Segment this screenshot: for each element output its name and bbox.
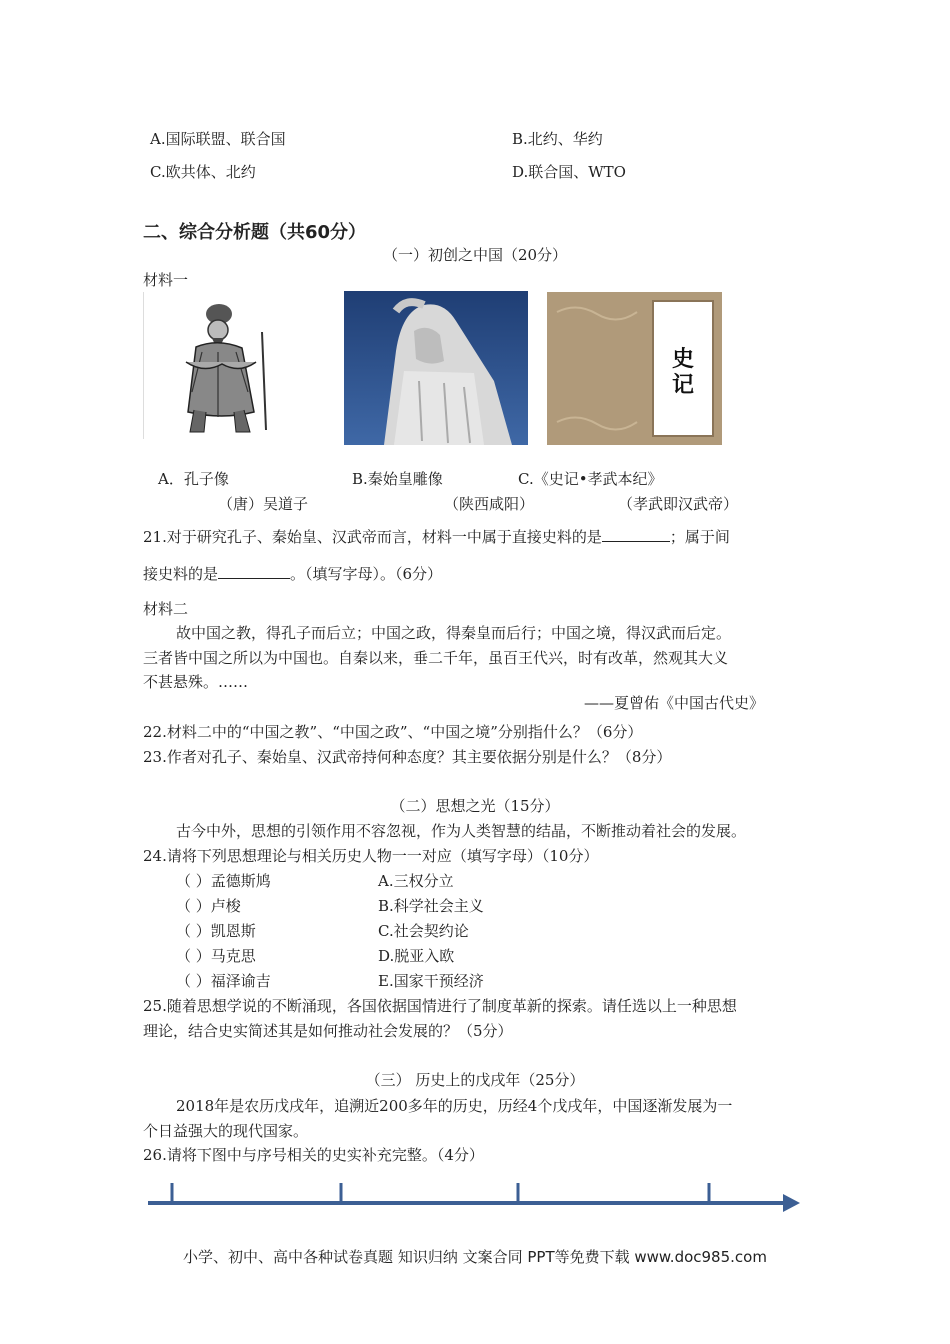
match-person[interactable]: （ ）凯恩斯 <box>176 922 256 940</box>
confucius-portrait-image <box>143 292 316 439</box>
book-title: 史记 <box>671 346 694 398</box>
option-a: A.国际联盟、联合国 <box>150 130 286 148</box>
material2-line: 故中国之教，得孔子而后立；中国之政，得秦皇而后行；中国之境，得汉武而后定。 <box>176 624 732 642</box>
part3-intro-line: 2018年是农历戊戌年，追溯近200多年的历史，历经4个戊戌年，中国逐渐发展为一 <box>176 1097 733 1115</box>
part3-heading: （三） 历史上的戊戌年（25分） <box>365 1071 585 1089</box>
question-25-line: 理论，结合史实简述其是如何推动社会发展的？（5分） <box>143 1022 513 1040</box>
part2-intro: 古今中外，思想的引领作用不容忽视，作为人类智慧的结晶，不断推动着社会的发展。 <box>176 822 747 840</box>
question-25-line: 25.随着思想学说的不断涌现，各国依据国情进行了制度革新的探索。请任选以上一种思想 <box>143 997 737 1015</box>
question-24: 24.请将下列思想理论与相关历史人物一一对应（填写字母）（10分） <box>143 847 599 865</box>
part2-heading: （二）思想之光（15分） <box>390 797 560 815</box>
question-21-line2: 接史料的是 。（填写字母）。（6分） <box>143 565 443 583</box>
material1-label: 材料一 <box>143 271 189 289</box>
caption-a: A．孔子像 <box>158 470 229 488</box>
match-theory: B.科学社会主义 <box>378 897 484 915</box>
question-21-line1: 21.对于研究孔子、秦始皇、汉武帝而言，材料一中属于直接史料的是 ；属于间 <box>143 528 730 546</box>
option-b: B.北约、华约 <box>512 130 603 148</box>
match-theory: C.社会契约论 <box>378 922 469 940</box>
answer-blank-direct[interactable] <box>602 527 670 542</box>
material2-label: 材料二 <box>143 600 189 618</box>
question-22: 22.材料二中的“中国之教”、“中国之政”、“中国之境”分别指什么？（6分） <box>143 723 643 741</box>
timeline-diagram <box>140 1175 805 1220</box>
option-c: C.欧共体、北约 <box>150 163 256 181</box>
caption-c-sub: （孝武即汉武帝） <box>618 495 739 513</box>
option-d: D.联合国、WTO <box>512 163 626 181</box>
match-theory: E.国家干预经济 <box>378 972 484 990</box>
match-theory: D.脱亚入欧 <box>378 947 455 965</box>
caption-a-sub: （唐）吴道子 <box>218 495 309 513</box>
qin-shi-huang-statue-image <box>344 291 528 445</box>
caption-b: B.秦始皇雕像 <box>352 470 443 488</box>
answer-blank-indirect[interactable] <box>218 564 290 579</box>
match-person[interactable]: （ ）马克思 <box>176 947 256 965</box>
caption-b-sub: （陕西咸阳） <box>444 495 535 513</box>
part3-intro-line: 个日益强大的现代国家。 <box>143 1122 309 1140</box>
material2-line: 三者皆中国之所以为中国也。自秦以来，垂二千年，虽百王代兴，时有改革，然观其大义 <box>143 649 729 667</box>
match-person[interactable]: （ ）卢梭 <box>176 897 241 915</box>
question-26: 26.请将下图中与序号相关的史实补充完整。（4分） <box>143 1146 484 1164</box>
material2-source: ——夏曾佑《中国古代史》 <box>584 694 765 712</box>
timeline-arrow-head <box>783 1194 800 1212</box>
shiji-book-image <box>547 292 722 445</box>
match-person[interactable]: （ ）孟德斯鸠 <box>176 872 271 890</box>
material2-line: 不甚悬殊。…… <box>143 673 249 691</box>
part1-heading: （一）初创之中国（20分） <box>382 246 568 264</box>
question-23: 23.作者对孔子、秦始皇、汉武帝持何种态度？其主要依据分别是什么？（8分） <box>143 748 672 766</box>
book-title-panel <box>652 300 714 437</box>
caption-c: C.《史记•孝武本纪》 <box>518 470 663 488</box>
match-theory: A.三权分立 <box>378 872 454 890</box>
match-person[interactable]: （ ）福泽谕吉 <box>176 972 271 990</box>
section-title: 二、综合分析题（共60分） <box>143 222 367 243</box>
footer-text: 小学、初中、高中各种试卷真题 知识归纳 文案合同 PPT等免费下载 www.doc985.com <box>183 1248 767 1266</box>
